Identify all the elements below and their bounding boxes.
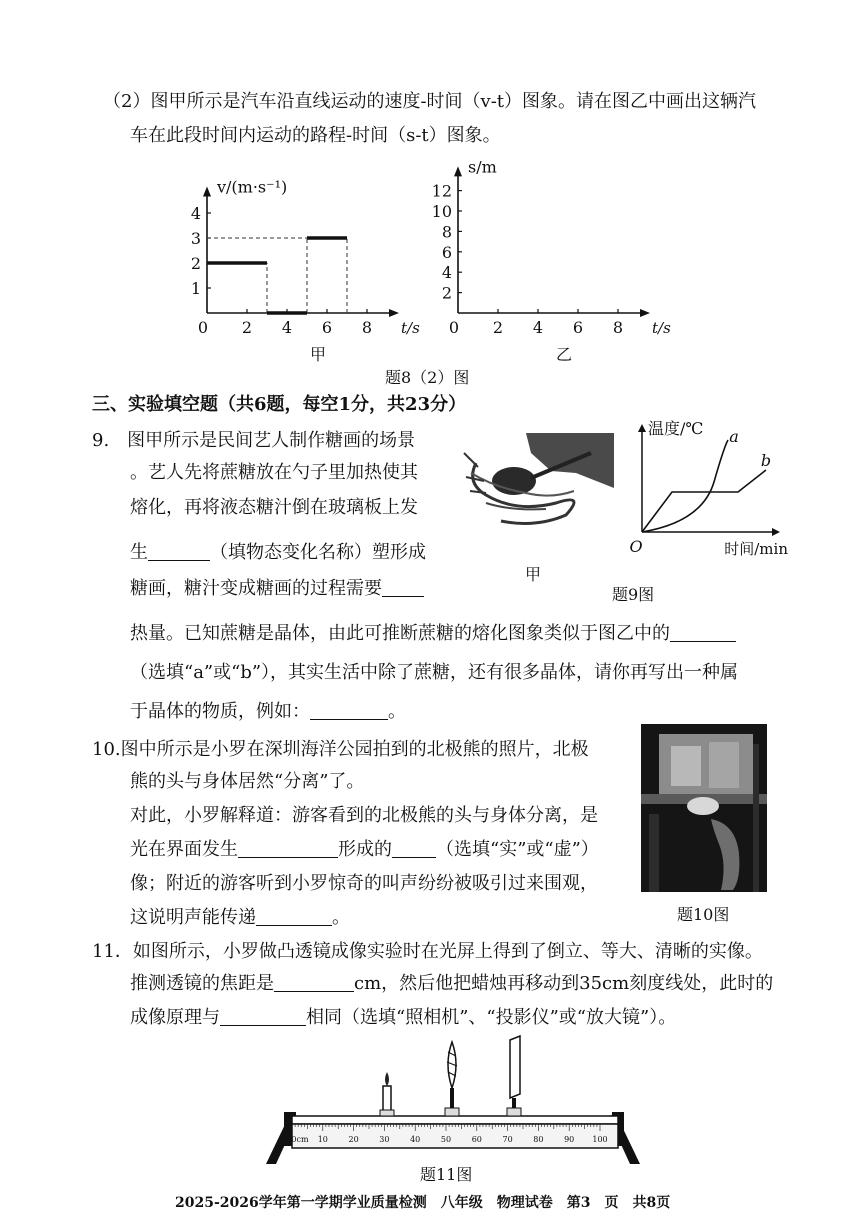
page-footer: 2025-2026学年第一学期学业质量检测 八年级 物理试卷 第3 页 共8页 xyxy=(175,1195,671,1211)
jia-y-tick-label: 3 xyxy=(190,229,201,248)
q10-blank-1[interactable] xyxy=(238,839,338,858)
yi-x-arrow xyxy=(640,309,650,317)
convex-lens xyxy=(445,1042,459,1116)
yi-x-tick-label: 8 xyxy=(612,318,624,337)
q11-blank-1[interactable] xyxy=(274,973,354,992)
bench-tick-label: 70 xyxy=(502,1135,513,1144)
jia-y-tick-label: 2 xyxy=(190,254,201,273)
sugar-painting-photo xyxy=(456,433,614,533)
q11-line-2: 推测透镜的焦距是 cm，然后他把蜡烛再移动到35cm刻度线处，此时的 xyxy=(130,973,774,994)
q10-caption: 题10图 xyxy=(677,905,730,924)
jia-y-tick-label: 1 xyxy=(190,279,201,298)
light-screen xyxy=(507,1036,521,1116)
q9-line-2: 。艺人先将蔗糖放在勺子里加热使其 xyxy=(130,462,418,483)
q10-line-1: 10.图中所示是小罗在深圳海洋公园拍到的北极熊的照片，北极 xyxy=(92,739,589,760)
q10-blank-3[interactable] xyxy=(256,907,332,926)
jia-x-axis-label: t/s xyxy=(401,319,420,337)
jia-y-tick-label: 4 xyxy=(190,204,201,223)
jia-x-tick-label: 4 xyxy=(281,318,293,337)
yi-y-arrow xyxy=(454,166,462,176)
bench-tick-label: 60 xyxy=(471,1135,482,1144)
yi-y-tick-label: 10 xyxy=(431,202,452,221)
yi-x-tick-label: 6 xyxy=(572,318,584,337)
bench-tick-label: 90 xyxy=(564,1135,575,1144)
bench-tick-label: 20 xyxy=(348,1135,359,1144)
yi-y-tick-label: 4 xyxy=(441,263,452,283)
jia-x-tick-label: 2 xyxy=(241,318,253,337)
jia-x-tick-label: 8 xyxy=(361,318,373,337)
temp-x-arrow xyxy=(772,528,780,536)
chart-yi-label: 乙 xyxy=(556,345,573,364)
q8-line-1: （2）图甲所示是汽车沿直线运动的速度-时间（v-t）图象。请在图乙中画出这辆汽 xyxy=(103,91,757,112)
chart-jia xyxy=(185,155,420,365)
jia-y-axis-label: v/(m·s⁻¹) xyxy=(217,177,288,197)
chart-jia-label: 甲 xyxy=(310,345,327,364)
q10-line-3: 对此，小罗解释道：游客看到的北极熊的头与身体分离，是 xyxy=(130,805,598,826)
polar-bear-photo xyxy=(641,724,767,892)
bench-tick-label: 0cm xyxy=(291,1135,309,1144)
yi-y-tick-label: 12 xyxy=(431,181,452,201)
q10-line-5: 像；附近的游客听到小罗惊奇的叫声纷纷被吸引过来围观， xyxy=(130,873,598,894)
yi-x-tick-label: 4 xyxy=(532,318,544,337)
optical-bench xyxy=(262,1036,642,1166)
q9-line-1: 9. 图甲所示是民间艺人制作糖画的场景 xyxy=(92,430,416,451)
jia-x-tick-label: 0 xyxy=(197,318,209,337)
q10-blank-2[interactable] xyxy=(392,839,436,858)
temp-y-label: 温度/℃ xyxy=(648,419,704,438)
bench-tick-label: 30 xyxy=(379,1135,390,1144)
section-3-title: 三、实验填空题（共6题，每空1分，共23分） xyxy=(92,394,467,415)
q9-blank-4[interactable] xyxy=(310,701,388,720)
q10-line-4: 光在界面发生 形成的 （选填“实”或“虚”） xyxy=(130,839,599,860)
q9-line-5: 糖画，糖汁变成糖画的过程需要 xyxy=(130,577,424,601)
jia-x-arrow xyxy=(389,309,399,317)
candle xyxy=(380,1072,394,1116)
jia-y-arrow xyxy=(203,187,211,197)
q11-line-3: 成像原理与 相同（选填“照相机”、“投影仪”或“放大镜”）。 xyxy=(130,1007,677,1028)
q10-line-6: 这说明声能传递 。 xyxy=(130,907,350,928)
temp-origin-label: O xyxy=(629,537,643,556)
bench-tick-label: 10 xyxy=(317,1135,328,1144)
q9-line-4: 生 （填物态变化名称）塑形成 xyxy=(130,542,426,563)
q8-line-2: 车在此段时间内运动的路程-时间（s-t）图象。 xyxy=(130,125,501,146)
q9-line-6: 热量。已知蔗糖是晶体，由此可推断蔗糖的熔化图象类似于图乙中的 xyxy=(130,622,736,646)
bench-tick-label: 100 xyxy=(592,1135,608,1144)
temp-x-label: 时间/min xyxy=(724,540,788,558)
q10-line-2: 熊的头与身体居然“分离”了。 xyxy=(130,771,365,792)
bench-tick-label: 40 xyxy=(410,1135,421,1144)
q9-line-7: （选填“a”或“b”），其实生活中除了蔗糖，还有很多晶体，请你再写出一种属 xyxy=(130,662,739,683)
yi-x-tick-label: 2 xyxy=(492,318,504,337)
q11-caption: 题11图 xyxy=(420,1165,473,1184)
yi-y-tick-label: 8 xyxy=(441,222,452,242)
temp-y-arrow xyxy=(638,424,646,432)
q8-caption: 题8（2）图 xyxy=(385,368,470,387)
chart-temperature xyxy=(628,420,798,580)
jia-x-tick-label: 6 xyxy=(321,318,333,337)
temp-series-a-label: a xyxy=(729,427,739,446)
temp-series-b-label: b xyxy=(760,451,772,470)
bench-tick-label: 50 xyxy=(440,1135,452,1144)
q9-blank-2[interactable] xyxy=(382,578,424,597)
q9-blank-1[interactable] xyxy=(148,542,210,561)
q11-blank-2[interactable] xyxy=(220,1007,306,1026)
yi-y-tick-label: 2 xyxy=(441,283,452,303)
temp-series-a-line xyxy=(642,440,728,532)
yi-y-tick-label: 6 xyxy=(441,242,452,262)
bench-rail xyxy=(292,1116,618,1124)
yi-y-axis-label: s/m xyxy=(468,157,497,177)
bench-tick-label: 80 xyxy=(533,1135,544,1144)
q9-blank-3[interactable] xyxy=(670,623,736,642)
q11-line-1: 11．如图所示，小罗做凸透镜成像实验时在光屏上得到了倒立、等大、清晰的实像。 xyxy=(92,941,763,962)
q9-line-3: 熔化，再将液态糖汁倒在玻璃板上发 xyxy=(130,497,418,518)
q9-line-8: 于晶体的物质，例如： 。 xyxy=(130,701,406,722)
q9-photo-label: 甲 xyxy=(525,565,542,584)
chart-yi xyxy=(428,155,671,365)
yi-x-axis-label: t/s xyxy=(652,319,671,337)
q9-caption: 题9图 xyxy=(612,585,655,604)
yi-x-tick-label: 0 xyxy=(448,318,460,337)
